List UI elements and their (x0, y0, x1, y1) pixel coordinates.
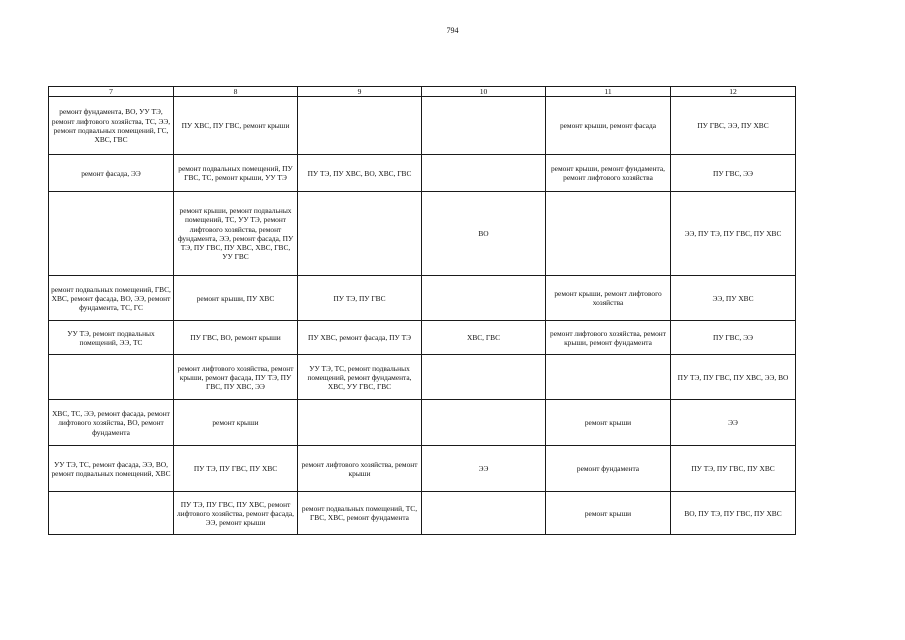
table-cell: ремонт лифтового хозяйства, ремонт крыши, ремонт фундамента (546, 321, 671, 355)
table-cell (422, 155, 546, 192)
table-cell (546, 355, 671, 400)
page-number: 794 (446, 26, 459, 35)
column-header: 7 (49, 87, 174, 97)
table-cell: ремонт фундамента (546, 446, 671, 492)
table-cell: ПУ ХВС, ПУ ГВС, ремонт крыши (174, 97, 298, 155)
table-cell: ПУ ТЭ, ПУ ГВС, ПУ ХВС, ЭЭ, ВО (671, 355, 796, 400)
table-cell: ремонт фасада, ЭЭ (49, 155, 174, 192)
table-cell: ремонт крыши, ремонт лифтового хозяйства (546, 276, 671, 321)
table-row (49, 155, 796, 192)
table-cell: ремонт подвальных помещений, ТС, ГВС, ХВС, ремонт фундамента (298, 492, 422, 535)
table-cell: ЭЭ, ПУ ХВС (671, 276, 796, 321)
table-row (49, 276, 796, 321)
table-cell (546, 192, 671, 276)
column-header: 11 (546, 87, 671, 97)
table-cell: ПУ ТЭ, ПУ ГВС, ПУ ХВС (671, 446, 796, 492)
table-cell: ремонт фундамента, ВО, УУ ТЭ, ремонт лифтового хозяйства, ТС, ЭЭ, ремонт подвальных помещений, ГС, ХВС, ГВС (49, 97, 174, 155)
table-cell (422, 355, 546, 400)
table-cell (49, 492, 174, 535)
column-header: 9 (298, 87, 422, 97)
table-cell: ПУ ТЭ, ПУ ГВС, ПУ ХВС, ремонт лифтового хозяйства, ремонт фасада, ЭЭ, ремонт крыши (174, 492, 298, 535)
table-cell: ПУ ГВС, ЭЭ (671, 155, 796, 192)
table-cell: ПУ ХВС, ремонт фасада, ПУ ТЭ (298, 321, 422, 355)
table-cell: ремонт крыши (546, 400, 671, 446)
table-cell (298, 192, 422, 276)
table-cell: ремонт крыши (546, 492, 671, 535)
table-cell: ПУ ГВС, ЭЭ, ПУ ХВС (671, 97, 796, 155)
header-row (49, 87, 796, 97)
table-row (49, 492, 796, 535)
table-cell: ремонт крыши, ремонт фундамента, ремонт лифтового хозяйства (546, 155, 671, 192)
table-cell: ПУ ГВС, ВО, ремонт крыши (174, 321, 298, 355)
table-cell (298, 400, 422, 446)
table-cell: ПУ ТЭ, ПУ ХВС, ВО, ХВС, ГВС (298, 155, 422, 192)
table-cell (298, 97, 422, 155)
table-cell: УУ ТЭ, ТС, ремонт подвальных помещений, ремонт фундамента, ХВС, УУ ГВС, ГВС (298, 355, 422, 400)
table-cell: ремонт крыши, ремонт фасада (546, 97, 671, 155)
table-cell: УУ ТЭ, ТС, ремонт фасада, ЭЭ, ВО, ремонт подвальных помещений, ХВС (49, 446, 174, 492)
table-cell: ПУ ТЭ, ПУ ГВС (298, 276, 422, 321)
table-cell: ремонт лифтового хозяйства, ремонт крыши (298, 446, 422, 492)
table-cell: ВО (422, 192, 546, 276)
table-cell (422, 276, 546, 321)
table-cell: ХВС, ТС, ЭЭ, ремонт фасада, ремонт лифтового хозяйства, ВО, ремонт фундамента (49, 400, 174, 446)
table-cell: ПУ ГВС, ЭЭ (671, 321, 796, 355)
table-cell: ВО, ПУ ТЭ, ПУ ГВС, ПУ ХВС (671, 492, 796, 535)
table-cell: ПУ ТЭ, ПУ ГВС, ПУ ХВС (174, 446, 298, 492)
column-header: 10 (422, 87, 546, 97)
table-cell: УУ ТЭ, ремонт подвальных помещений, ЭЭ, ТС (49, 321, 174, 355)
table-cell: ремонт лифтового хозяйства, ремонт крыши, ремонт фасада, ПУ ТЭ, ПУ ГВС, ПУ ХВС, ЭЭ (174, 355, 298, 400)
table-cell (49, 355, 174, 400)
table-row (49, 192, 796, 276)
table-cell: ЭЭ (422, 446, 546, 492)
table-row (49, 355, 796, 400)
table-cell (422, 492, 546, 535)
table-cell: ремонт подвальных помещений, ГВС, ХВС, ремонт фасада, ВО, ЭЭ, ремонт фундамента, ТС, ГС (49, 276, 174, 321)
table-row (49, 321, 796, 355)
table-cell: ремонт крыши (174, 400, 298, 446)
table-cell: ремонт крыши, ремонт подвальных помещений, ТС, УУ ТЭ, ремонт лифтового хозяйства, ремонт фундамента, ЭЭ, ремонт фасада, ПУ ТЭ, ПУ ГВС, ПУ ХВС, ХВС, ГВС, УУ ГВС (174, 192, 298, 276)
table-row (49, 97, 796, 155)
table-cell: ЭЭ (671, 400, 796, 446)
table-cell (49, 192, 174, 276)
column-header: 8 (174, 87, 298, 97)
table-row (49, 400, 796, 446)
table-cell: ЭЭ, ПУ ТЭ, ПУ ГВС, ПУ ХВС (671, 192, 796, 276)
table-cell: ремонт крыши, ПУ ХВС (174, 276, 298, 321)
table-cell (422, 400, 546, 446)
table-cell: ХВС, ГВС (422, 321, 546, 355)
data-table (48, 86, 796, 535)
table-row (49, 446, 796, 492)
table-cell (422, 97, 546, 155)
column-header: 12 (671, 87, 796, 97)
table-cell: ремонт подвальных помещений, ПУ ГВС, ТС, ремонт крыши, УУ ТЭ (174, 155, 298, 192)
